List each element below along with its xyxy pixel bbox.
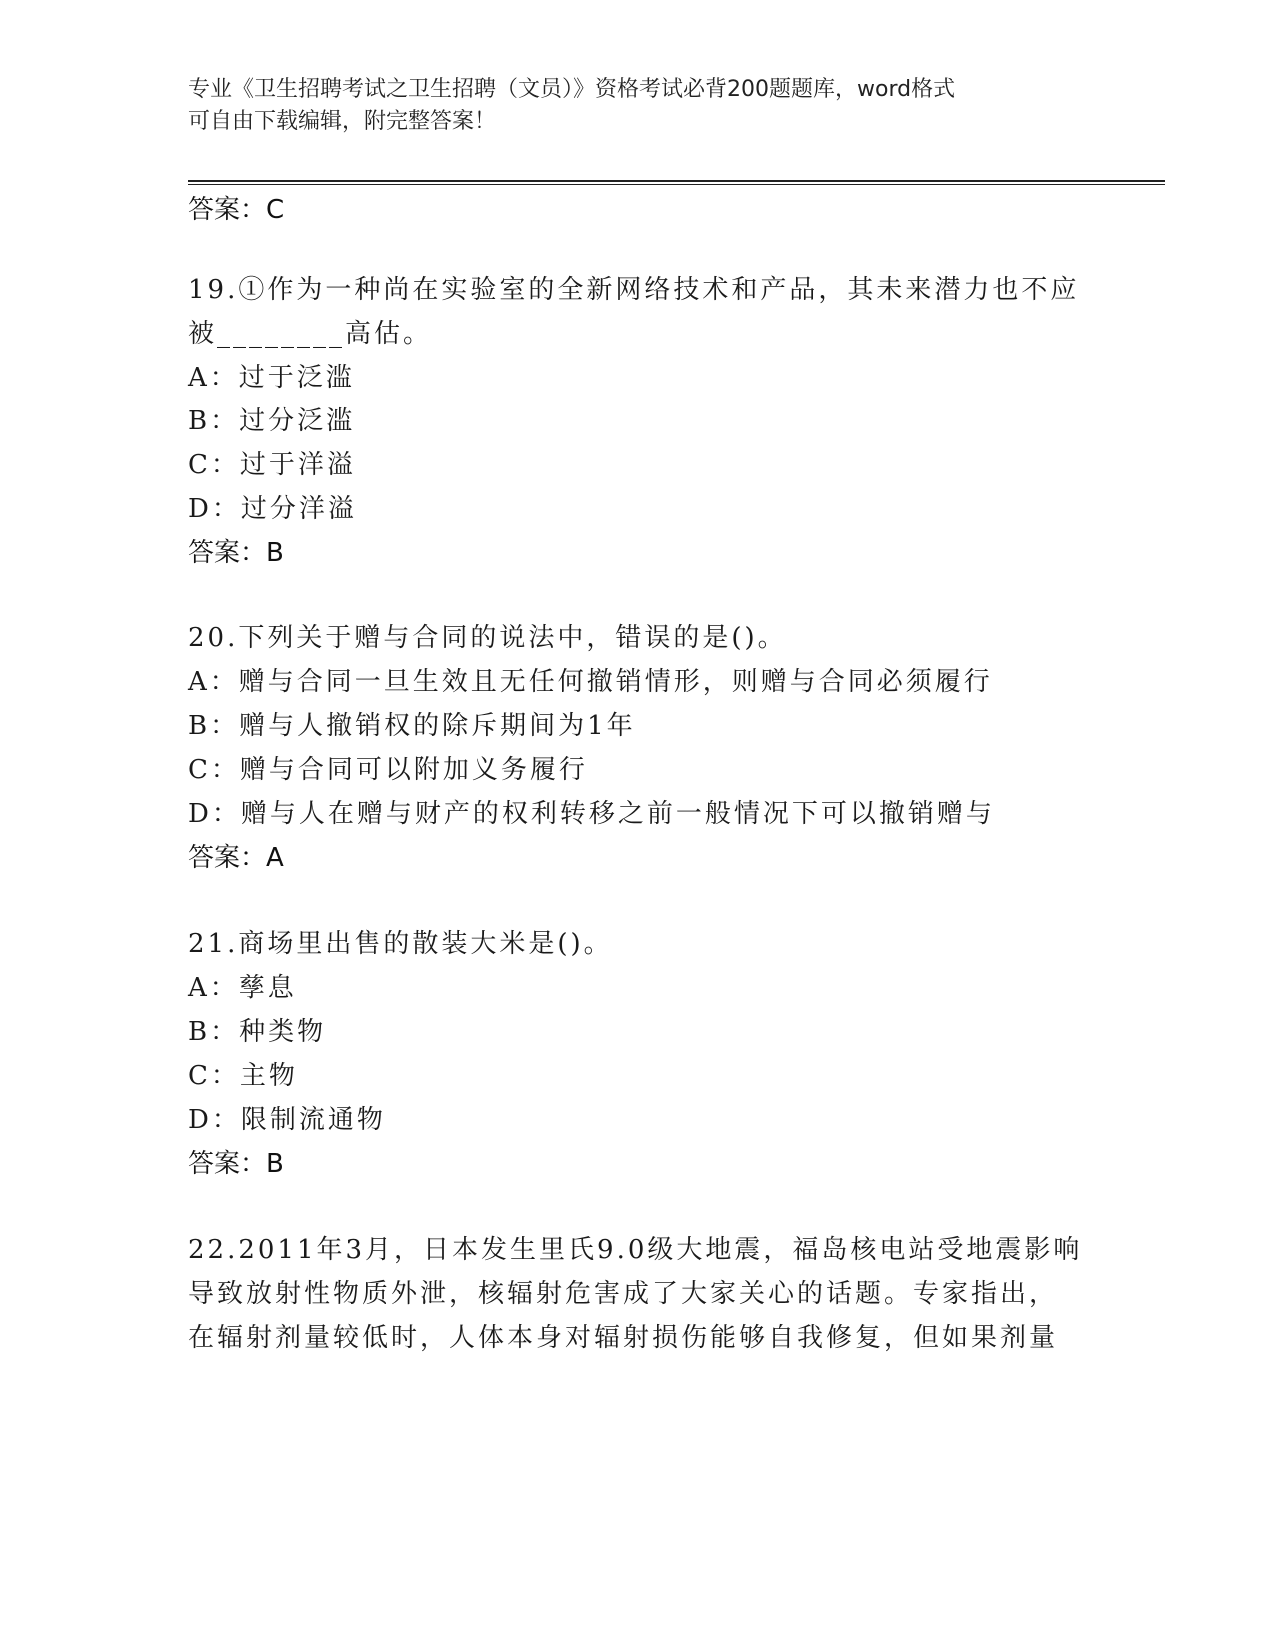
previous-answer: 答案：C <box>188 195 285 225</box>
question-22-stem-line-3: 在辐射剂量较低时，人体本身对辐射损伤能够自我修复，但如果剂量 <box>188 1323 1059 1353</box>
question-19-option-d: D：过分洋溢 <box>188 494 357 524</box>
question-21-option-c: C：主物 <box>188 1061 298 1091</box>
question-20-option-a: A：赠与合同一旦生效且无任何撤销情形，则赠与合同必须履行 <box>188 667 993 697</box>
question-19-answer: 答案：B <box>188 538 284 568</box>
question-20-stem-line-1: 20.下列关于赠与合同的说法中，错误的是()。 <box>188 623 787 653</box>
question-22-stem-line-2: 导致放射性物质外泄，核辐射危害成了大家关心的话题。专家指出， <box>188 1279 1059 1309</box>
question-20-option-d: D：赠与人在赠与财产的权利转移之前一般情况下可以撤销赠与 <box>188 799 995 829</box>
header-rule-thin <box>188 184 1165 185</box>
header-line-1: 专业《卫生招聘考试之卫生招聘（文员）》资格考试必背200题题库，word格式 <box>188 77 956 102</box>
question-21-answer: 答案：B <box>188 1149 284 1179</box>
question-19-option-c: C：过于洋溢 <box>188 450 356 480</box>
question-19-stem-line-2: 被________高估。 <box>188 319 433 349</box>
question-20-answer: 答案：A <box>188 843 284 873</box>
header-rule-thick <box>188 180 1165 182</box>
question-21-option-a: A：孳息 <box>188 973 297 1003</box>
question-19-option-a: A：过于泛滥 <box>188 363 355 393</box>
question-19-option-b: B：过分泛滥 <box>188 406 356 436</box>
document-header <box>188 74 1088 138</box>
question-22-stem-line-1: 22.2011年3月，日本发生里氏9.0级大地震，福岛核电站受地震影响 <box>188 1235 1083 1265</box>
question-20-option-c: C：赠与合同可以附加义务履行 <box>188 755 588 785</box>
header-line-2: 可自由下载编辑，附完整答案！ <box>188 109 497 134</box>
question-19-stem-line-1: 19.①作为一种尚在实验室的全新网络技术和产品，其未来潜力也不应 <box>188 275 1080 305</box>
question-21-option-d: D：限制流通物 <box>188 1105 386 1135</box>
question-21-stem-line-1: 21.商场里出售的散装大米是()。 <box>188 929 613 959</box>
question-20-option-b: B：赠与人撤销权的除斥期间为1年 <box>188 711 636 741</box>
question-21-option-b: B：种类物 <box>188 1017 327 1047</box>
